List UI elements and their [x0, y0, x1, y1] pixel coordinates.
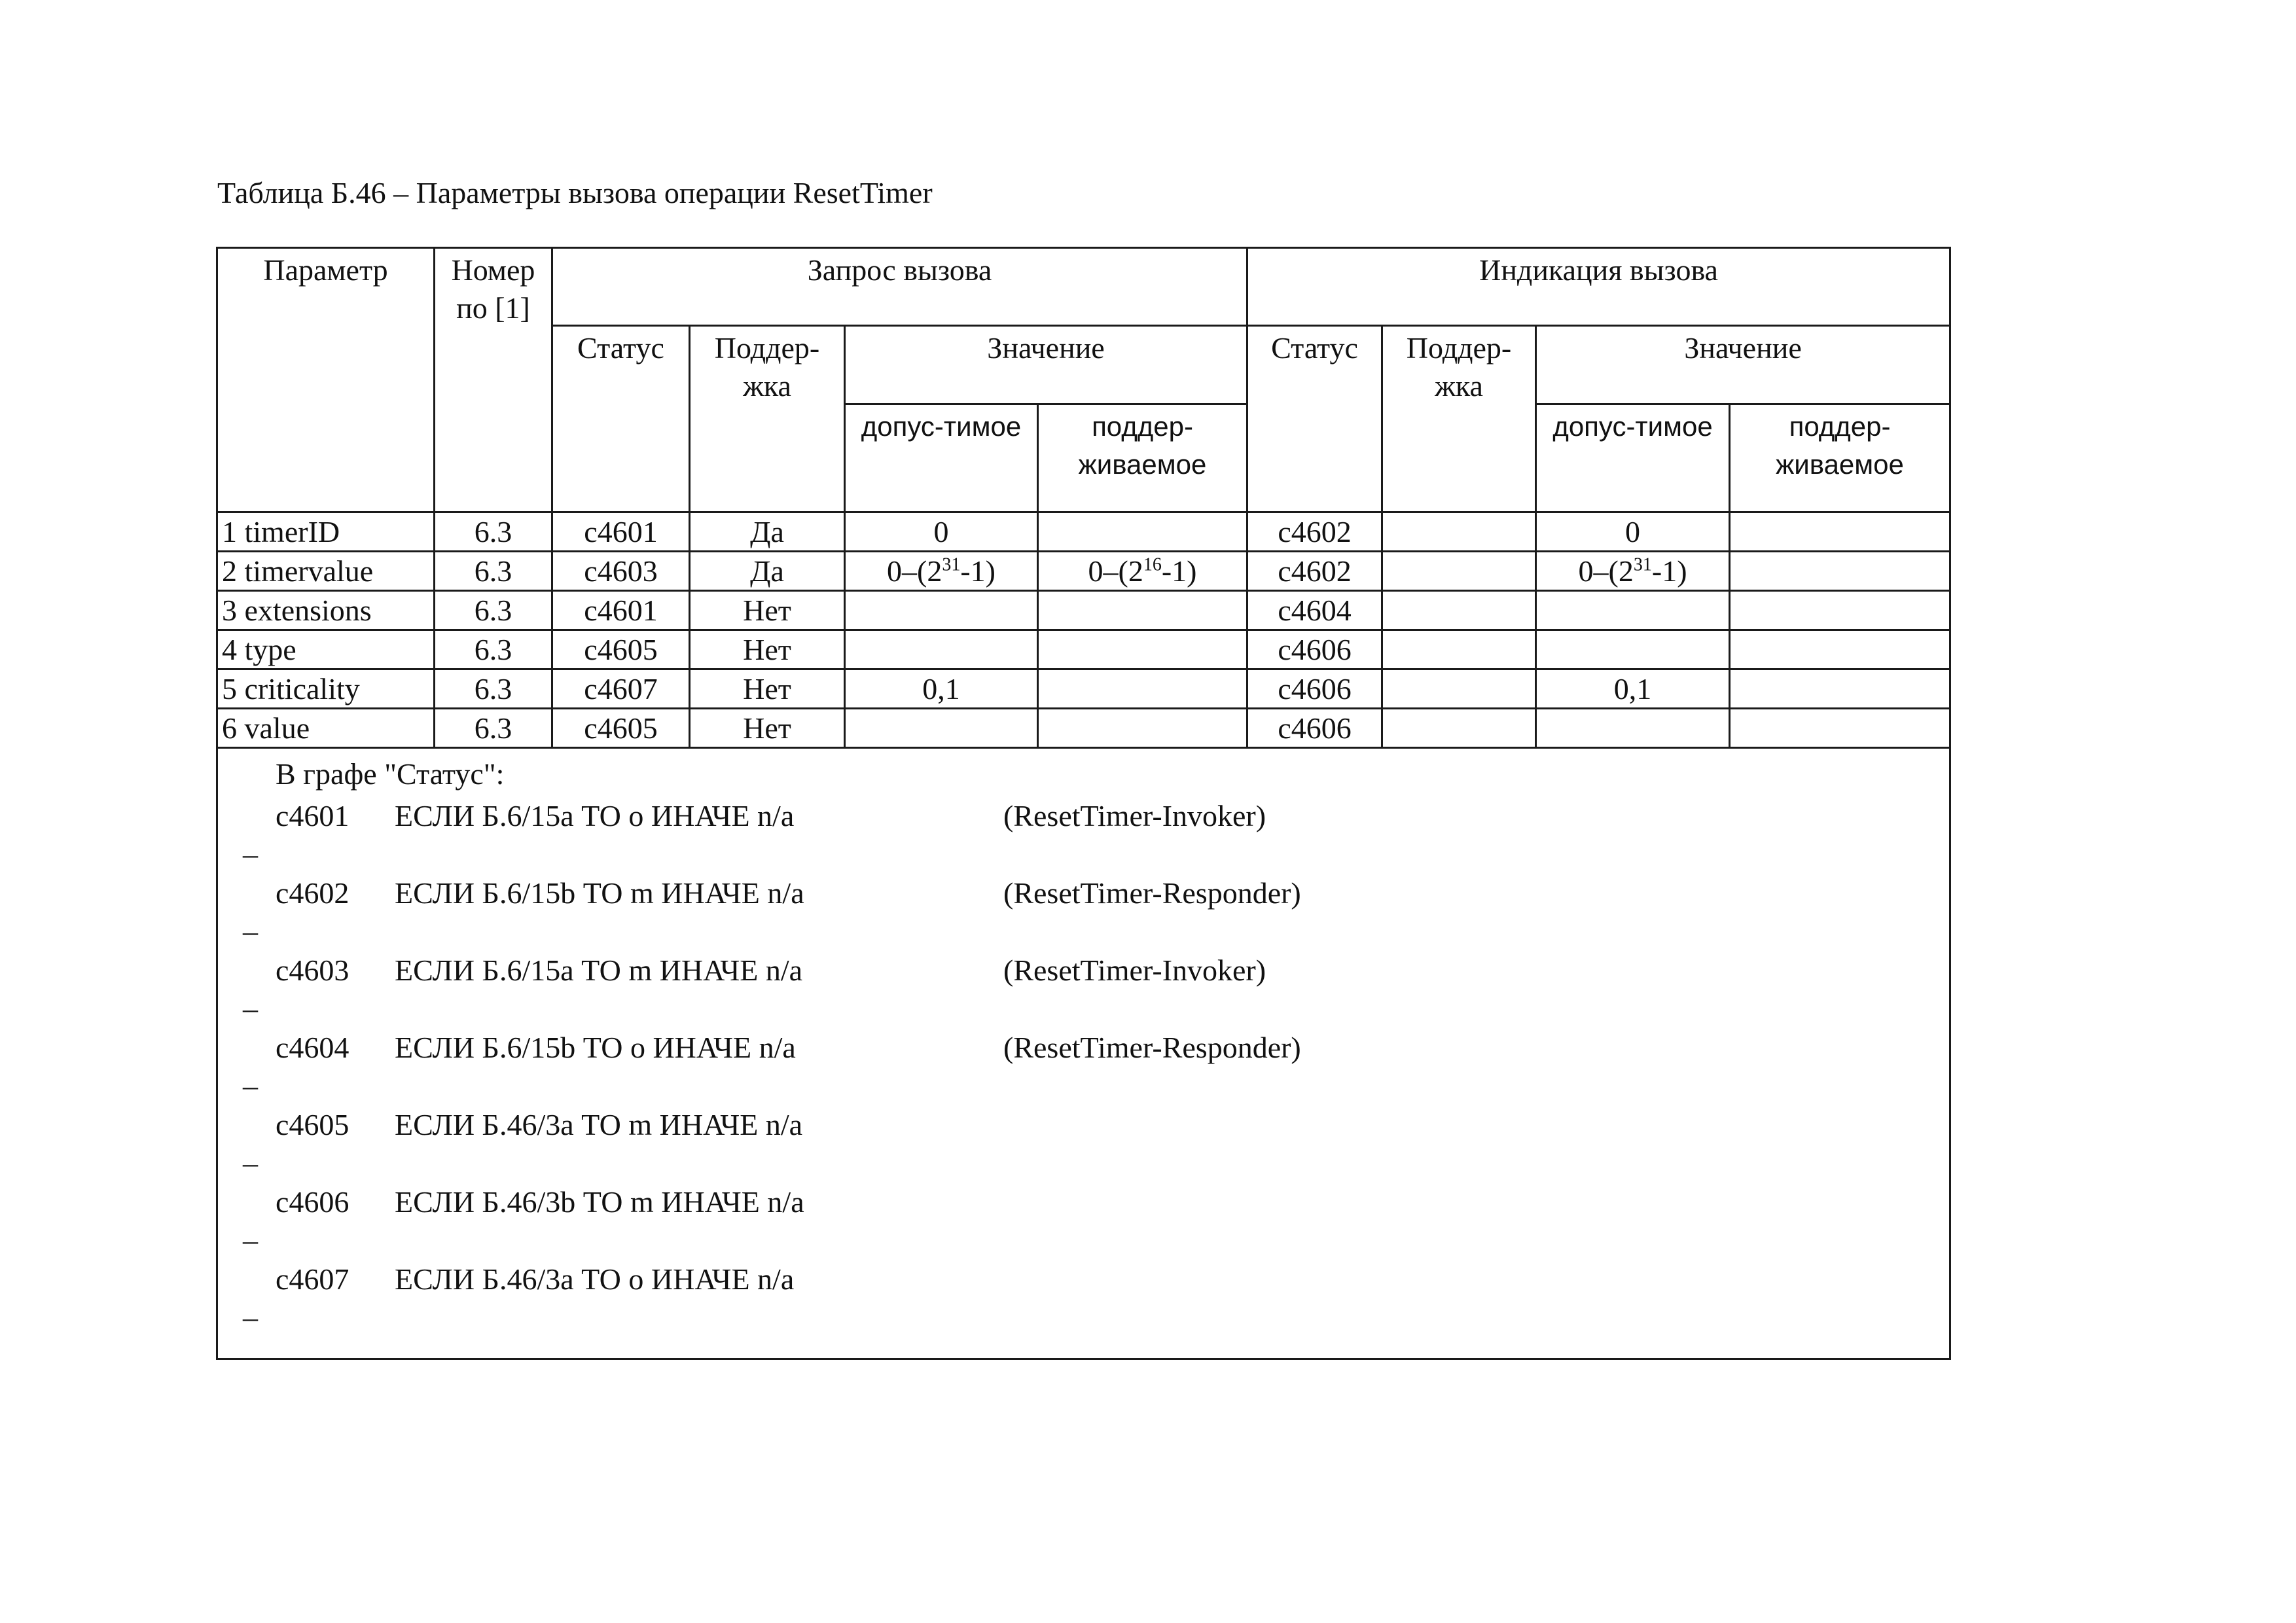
note-dash: –: [243, 991, 258, 1025]
table-row: [217, 512, 1950, 552]
note-condition: ЕСЛИ Б.46/3b ТО m ИНАЧЕ n/a: [395, 1185, 804, 1219]
note-condition: ЕСЛИ Б.6/15а ТО о ИНАЧЕ n/a: [395, 799, 795, 832]
note-dash: –: [243, 1223, 258, 1257]
request-support-cell: Да: [690, 552, 845, 591]
indication-status-cell: c4602: [1247, 552, 1382, 591]
note-role: (ResetTimer-Responder): [1003, 1031, 1301, 1064]
status-note-item: [218, 794, 1949, 872]
note-role: (ResetTimer-Responder): [1003, 876, 1301, 910]
notes-title: В графе "Статус":: [276, 757, 505, 791]
header-request-allowed: допус-тимое: [845, 404, 1038, 512]
status-notes: [217, 748, 1950, 1359]
indication-support-cell: [1382, 709, 1536, 748]
note-code: c4603: [276, 954, 350, 987]
request-allowed-cell: [845, 630, 1038, 669]
note-code: c4605: [276, 1108, 350, 1141]
request-status-cell: c4605: [552, 709, 690, 748]
request-status-cell: c4601: [552, 512, 690, 552]
request-support-cell: Нет: [690, 669, 845, 709]
param-cell: 2 timervalue: [217, 552, 435, 591]
request-supported-cell: [1038, 630, 1247, 669]
request-supported-cell: [1038, 709, 1247, 748]
number-cell: 6.3: [435, 512, 552, 552]
request-status-cell: c4605: [552, 630, 690, 669]
param-cell: 3 extensions: [217, 591, 435, 630]
indication-supported-cell: [1730, 512, 1950, 552]
header-indication-status: Статус: [1247, 326, 1382, 512]
header-indication-value: Значение: [1536, 326, 1950, 404]
number-cell: 6.3: [435, 591, 552, 630]
request-support-cell: Да: [690, 512, 845, 552]
header-indication-support: Поддер-жка: [1382, 326, 1536, 512]
header-request-support: Поддер-жка: [690, 326, 845, 512]
request-allowed-cell: [845, 709, 1038, 748]
number-cell: 6.3: [435, 709, 552, 748]
request-allowed-cell: 0: [845, 512, 1038, 552]
indication-support-cell: [1382, 669, 1536, 709]
request-status-cell: c4603: [552, 552, 690, 591]
note-condition: ЕСЛИ Б.6/15а ТО m ИНАЧЕ n/a: [395, 954, 803, 987]
request-allowed-cell: $0-(2^{31}-1)$: [845, 552, 1038, 591]
table-row: [217, 552, 1950, 591]
request-status-cell: c4607: [552, 669, 690, 709]
indication-supported-cell: [1730, 552, 1950, 591]
param-cell: 5 criticality: [217, 669, 435, 709]
note-code: c4601: [276, 799, 350, 832]
status-note-item: [218, 949, 1949, 1026]
note-dash: –: [243, 837, 258, 870]
note-role: (ResetTimer-Invoker): [1003, 954, 1266, 987]
header-indication-supported: поддер-живаемое: [1730, 404, 1950, 512]
note-condition: ЕСЛИ Б.6/15b ТО m ИНАЧЕ n/a: [395, 876, 804, 910]
number-cell: 6.3: [435, 630, 552, 669]
note-dash: –: [243, 1069, 258, 1102]
indication-allowed-cell: [1536, 709, 1730, 748]
header-request-status: Статус: [552, 326, 690, 512]
indication-allowed-cell: 0,1: [1536, 669, 1730, 709]
table-row: [217, 591, 1950, 630]
indication-supported-cell: [1730, 630, 1950, 669]
table-row: [217, 669, 1950, 709]
indication-supported-cell: [1730, 669, 1950, 709]
indication-status-cell: c4602: [1247, 512, 1382, 552]
request-support-cell: Нет: [690, 630, 845, 669]
param-cell: 4 type: [217, 630, 435, 669]
indication-status-cell: c4606: [1247, 669, 1382, 709]
request-support-cell: Нет: [690, 709, 845, 748]
status-note-item: [218, 872, 1949, 949]
note-code: c4604: [276, 1031, 350, 1064]
request-status-cell: c4601: [552, 591, 690, 630]
indication-supported-cell: [1730, 709, 1950, 748]
header-indication-group: Индикация вызова: [1247, 248, 1950, 326]
note-role: (ResetTimer-Invoker): [1003, 799, 1266, 832]
note-condition: ЕСЛИ Б.46/3а ТО m ИНАЧЕ n/a: [395, 1108, 803, 1141]
request-supported-cell: [1038, 669, 1247, 709]
note-condition: ЕСЛИ Б.46/3а ТО о ИНАЧЕ n/a: [395, 1262, 795, 1296]
request-supported-cell: $0-(2^{16}-1)$: [1038, 552, 1247, 591]
parameters-table: [216, 247, 1951, 1360]
indication-allowed-cell: [1536, 591, 1730, 630]
table-row: [217, 630, 1950, 669]
request-allowed-cell: 0,1: [845, 669, 1038, 709]
indication-allowed-cell: $0-(2^{31}-1)$: [1536, 552, 1730, 591]
param-cell: 6 value: [217, 709, 435, 748]
indication-status-cell: c4606: [1247, 709, 1382, 748]
note-dash: –: [243, 1300, 258, 1334]
note-condition: ЕСЛИ Б.6/15b ТО о ИНАЧЕ n/a: [395, 1031, 796, 1064]
status-note-item: [218, 1103, 1949, 1181]
number-cell: 6.3: [435, 552, 552, 591]
indication-support-cell: [1382, 552, 1536, 591]
status-note-item: [218, 1258, 1949, 1335]
indication-support-cell: [1382, 591, 1536, 630]
request-allowed-cell: [845, 591, 1038, 630]
indication-supported-cell: [1730, 591, 1950, 630]
indication-support-cell: [1382, 512, 1536, 552]
notes-list: [218, 794, 1949, 1335]
indication-support-cell: [1382, 630, 1536, 669]
indication-status-cell: c4604: [1247, 591, 1382, 630]
note-dash: –: [243, 1146, 258, 1179]
request-supported-cell: [1038, 591, 1247, 630]
table-caption: Таблица Б.46 – Параметры вызова операции ResetTimer: [217, 176, 933, 209]
table-body: [217, 512, 1950, 748]
indication-status-cell: c4606: [1247, 630, 1382, 669]
status-note-item: [218, 1181, 1949, 1258]
header-request-value: Значение: [845, 326, 1247, 404]
note-code: c4602: [276, 876, 350, 910]
status-note-item: [218, 1026, 1949, 1103]
table-row: [217, 709, 1950, 748]
header-number: Номер по [1]: [435, 248, 552, 512]
number-cell: 6.3: [435, 669, 552, 709]
header-request-group: Запрос вызова: [552, 248, 1247, 326]
note-dash: –: [243, 914, 258, 948]
indication-allowed-cell: 0: [1536, 512, 1730, 552]
header-parameter: Параметр: [217, 248, 435, 512]
header-indication-allowed: допус-тимое: [1536, 404, 1730, 512]
request-support-cell: Нет: [690, 591, 845, 630]
header-request-supported: поддер-живаемое: [1038, 404, 1247, 512]
note-code: c4606: [276, 1185, 350, 1219]
param-cell: 1 timerID: [217, 512, 435, 552]
request-supported-cell: [1038, 512, 1247, 552]
indication-allowed-cell: [1536, 630, 1730, 669]
note-code: c4607: [276, 1262, 350, 1296]
